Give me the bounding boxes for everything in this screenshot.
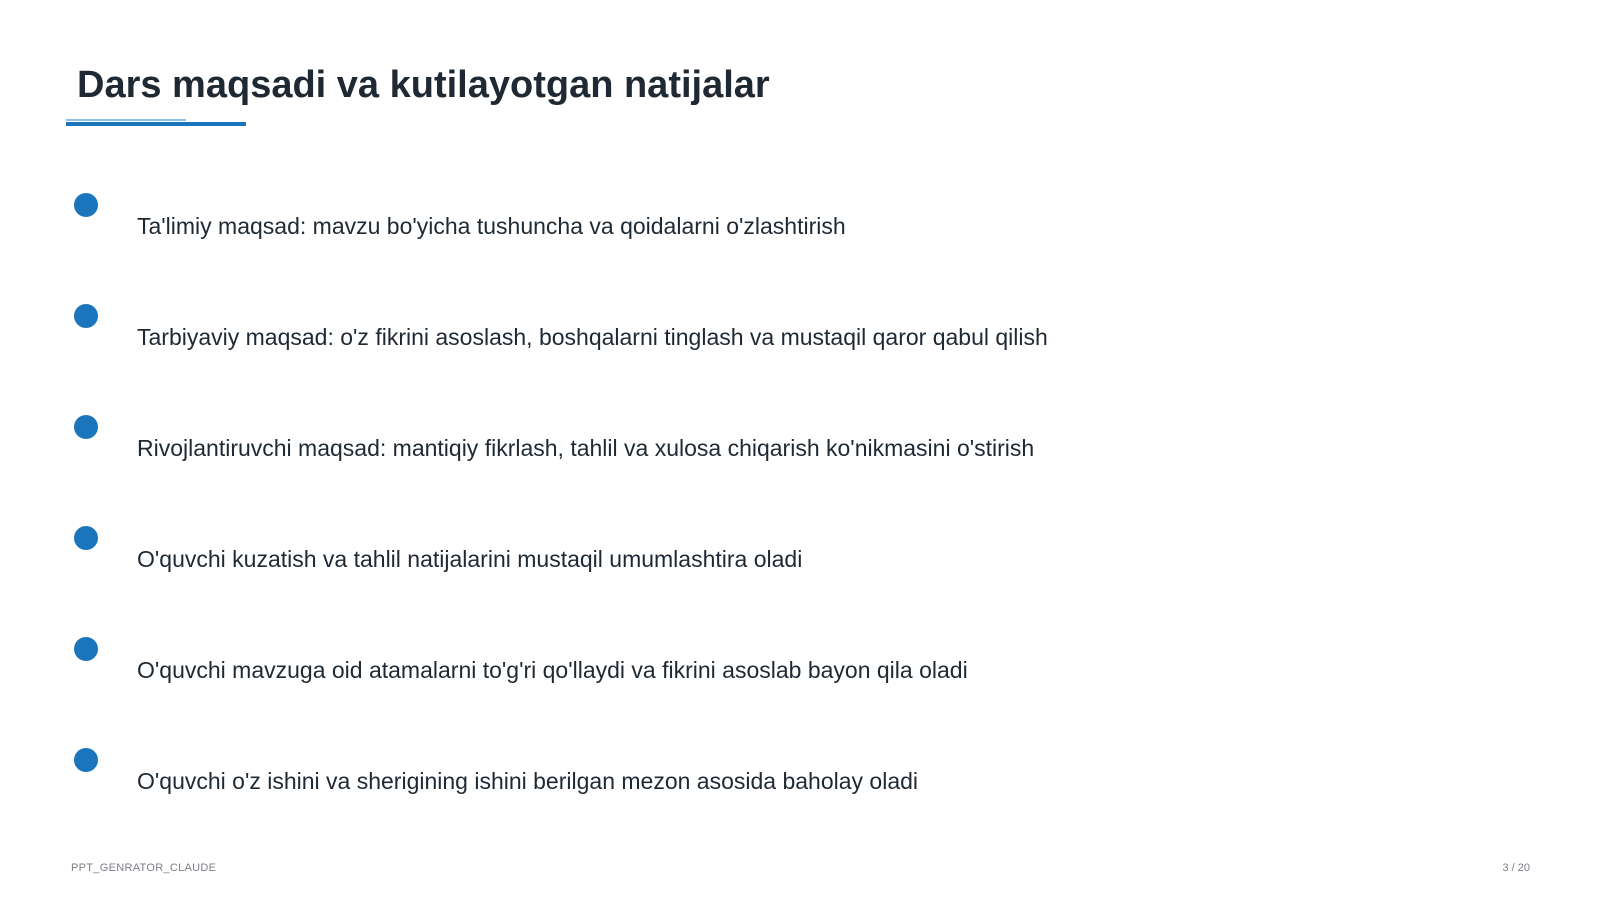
footer-source-label: PPT_GENRATOR_CLAUDE	[71, 862, 217, 874]
bullet-icon	[74, 415, 98, 439]
bullet-icon	[74, 637, 98, 661]
objective-text: O'quvchi kuzatish va tahlil natijalarini mustaqil umumlashtira oladi	[137, 546, 803, 572]
bullet-icon	[74, 193, 98, 217]
bullet-icon	[74, 526, 98, 550]
objective-text: Tarbiyaviy maqsad: o'z fikrini asoslash, boshqalarni tinglash va mustaqil qaror qabul qilish	[137, 324, 1048, 350]
objective-item	[0, 637, 1600, 717]
objective-item	[0, 526, 1600, 606]
objective-item	[0, 193, 1600, 273]
objective-text: Ta'limiy maqsad: mavzu bo'yicha tushuncha va qoidalarni o'zlashtirish	[137, 213, 846, 239]
objective-item	[0, 748, 1600, 828]
objective-text: Rivojlantiruvchi maqsad: mantiqiy fikrlash, tahlil va xulosa chiqarish ko'nikmasini o'stirish	[137, 435, 1035, 461]
objective-text: O'quvchi mavzuga oid atamalarni to'g'ri qo'llaydi va fikrini asoslab bayon qila oladi	[137, 657, 968, 683]
page-indicator: 3 / 20	[1502, 862, 1530, 874]
objective-item	[0, 304, 1600, 384]
slide-title: Dars maqsadi va kutilayotgan natijalar	[77, 64, 770, 106]
objective-text: O'quvchi o'z ishini va sherigining ishini berilgan mezon asosida baholay oladi	[137, 768, 919, 794]
objective-item	[0, 415, 1600, 495]
bullet-icon	[74, 748, 98, 772]
bullet-icon	[74, 304, 98, 328]
